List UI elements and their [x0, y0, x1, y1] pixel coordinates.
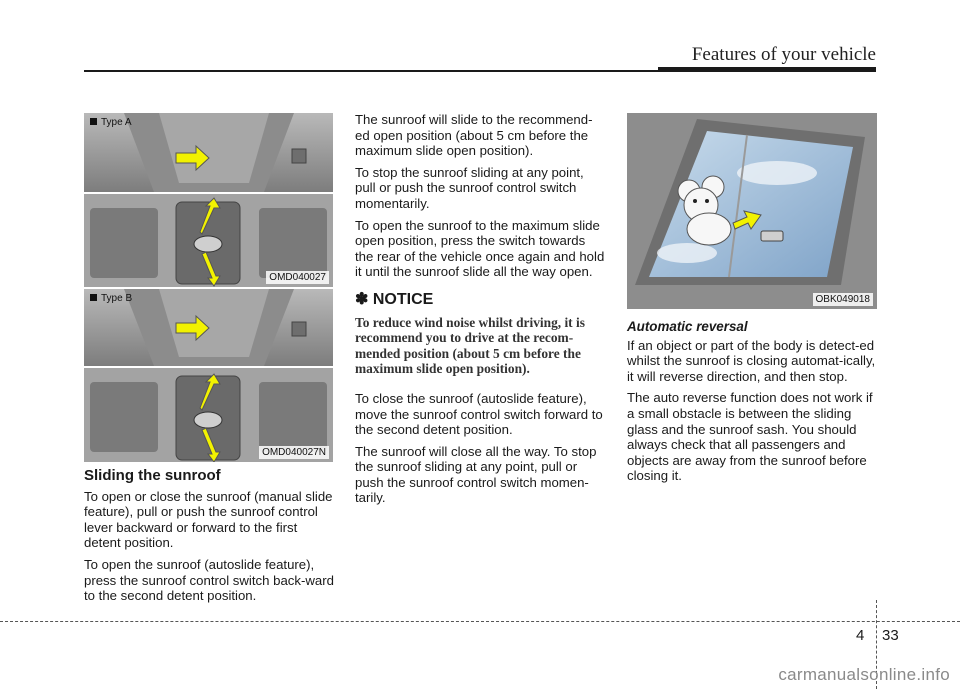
- paragraph: To stop the sunroof sliding at any point, pull or push the sunroof control switch momentarily.: [355, 164, 584, 211]
- notice-title: NOTICE: [372, 290, 434, 308]
- figure-type-b-top: [84, 289, 333, 366]
- figure-code: OMD040027: [266, 271, 329, 284]
- paragraph: The sunroof will slide to the recommend-ed open position (about 5 cm before the maximum slide open position).: [355, 112, 593, 159]
- paragraph: To open the sunroof to the maximum slide open position, press the switch towards the rear of the vehicle once again and hold it until the sunroof slide all the way open.: [355, 217, 605, 280]
- paragraph: To close the sunroof (autoslide feature), move the sunroof control switch forward to the second detent position.: [355, 390, 603, 438]
- sunroof-obstacle-illustration: [627, 113, 877, 309]
- paragraph: To open the sunroof (autoslide feature), press the sunroof control switch back-ward to the second detent position.: [84, 556, 334, 604]
- watermark: carmanualsonline.info: [778, 665, 950, 684]
- figure-sunroof-photo: [627, 113, 877, 309]
- notice-star-icon: ✽: [355, 290, 369, 308]
- subsection-heading: Automatic reversal: [627, 319, 748, 334]
- footer-rule: [0, 621, 960, 622]
- middle-column: [355, 112, 606, 512]
- page-number: 33: [882, 627, 899, 644]
- paragraph: The auto reverse function does not work if a small obstacle is between the sliding glass and the sunroof sash. You should always check that all passengers and objects are away from the sunroof before closing it.: [627, 390, 873, 484]
- figure-type-a-top: [84, 113, 333, 192]
- figure-tag: Type A: [90, 117, 132, 128]
- figure-type-b-bottom: [84, 368, 333, 462]
- header-rule-accent: [658, 67, 876, 72]
- notice-body: To reduce wind noise whilst driving, it is recommend you to drive at the recom-mended position (about 5 cm before the maximum slide open position).: [355, 314, 585, 377]
- figure-code: OMD040027N: [259, 446, 329, 459]
- left-column: [84, 468, 334, 610]
- paragraph: If an object or part of the body is detect-ed whilst the sunroof is closing automat-ically, it will reverse direction, and then stop.: [627, 337, 876, 384]
- paragraph: The sunroof will close all the way. To stop the sunroof sliding at any point, pull or push the sunroof control switch momen-tarily.: [355, 443, 597, 506]
- figure-tag: Type B: [90, 293, 132, 304]
- square-bullet-icon: [90, 118, 97, 125]
- chapter-number: 4: [856, 627, 865, 644]
- paragraph: To open or close the sunroof (manual slide feature), pull or push the sunroof control lever backward or forward to the first detent position.: [84, 488, 333, 551]
- notice-heading: [355, 292, 606, 308]
- figure-type-a-bottom: [84, 194, 333, 287]
- header-title: Features of your vehicle: [691, 44, 876, 65]
- right-column: [627, 311, 878, 490]
- figure-code: OBK049018: [813, 293, 874, 306]
- square-bullet-icon: [90, 294, 97, 301]
- section-heading: Sliding the sunroof: [84, 467, 221, 484]
